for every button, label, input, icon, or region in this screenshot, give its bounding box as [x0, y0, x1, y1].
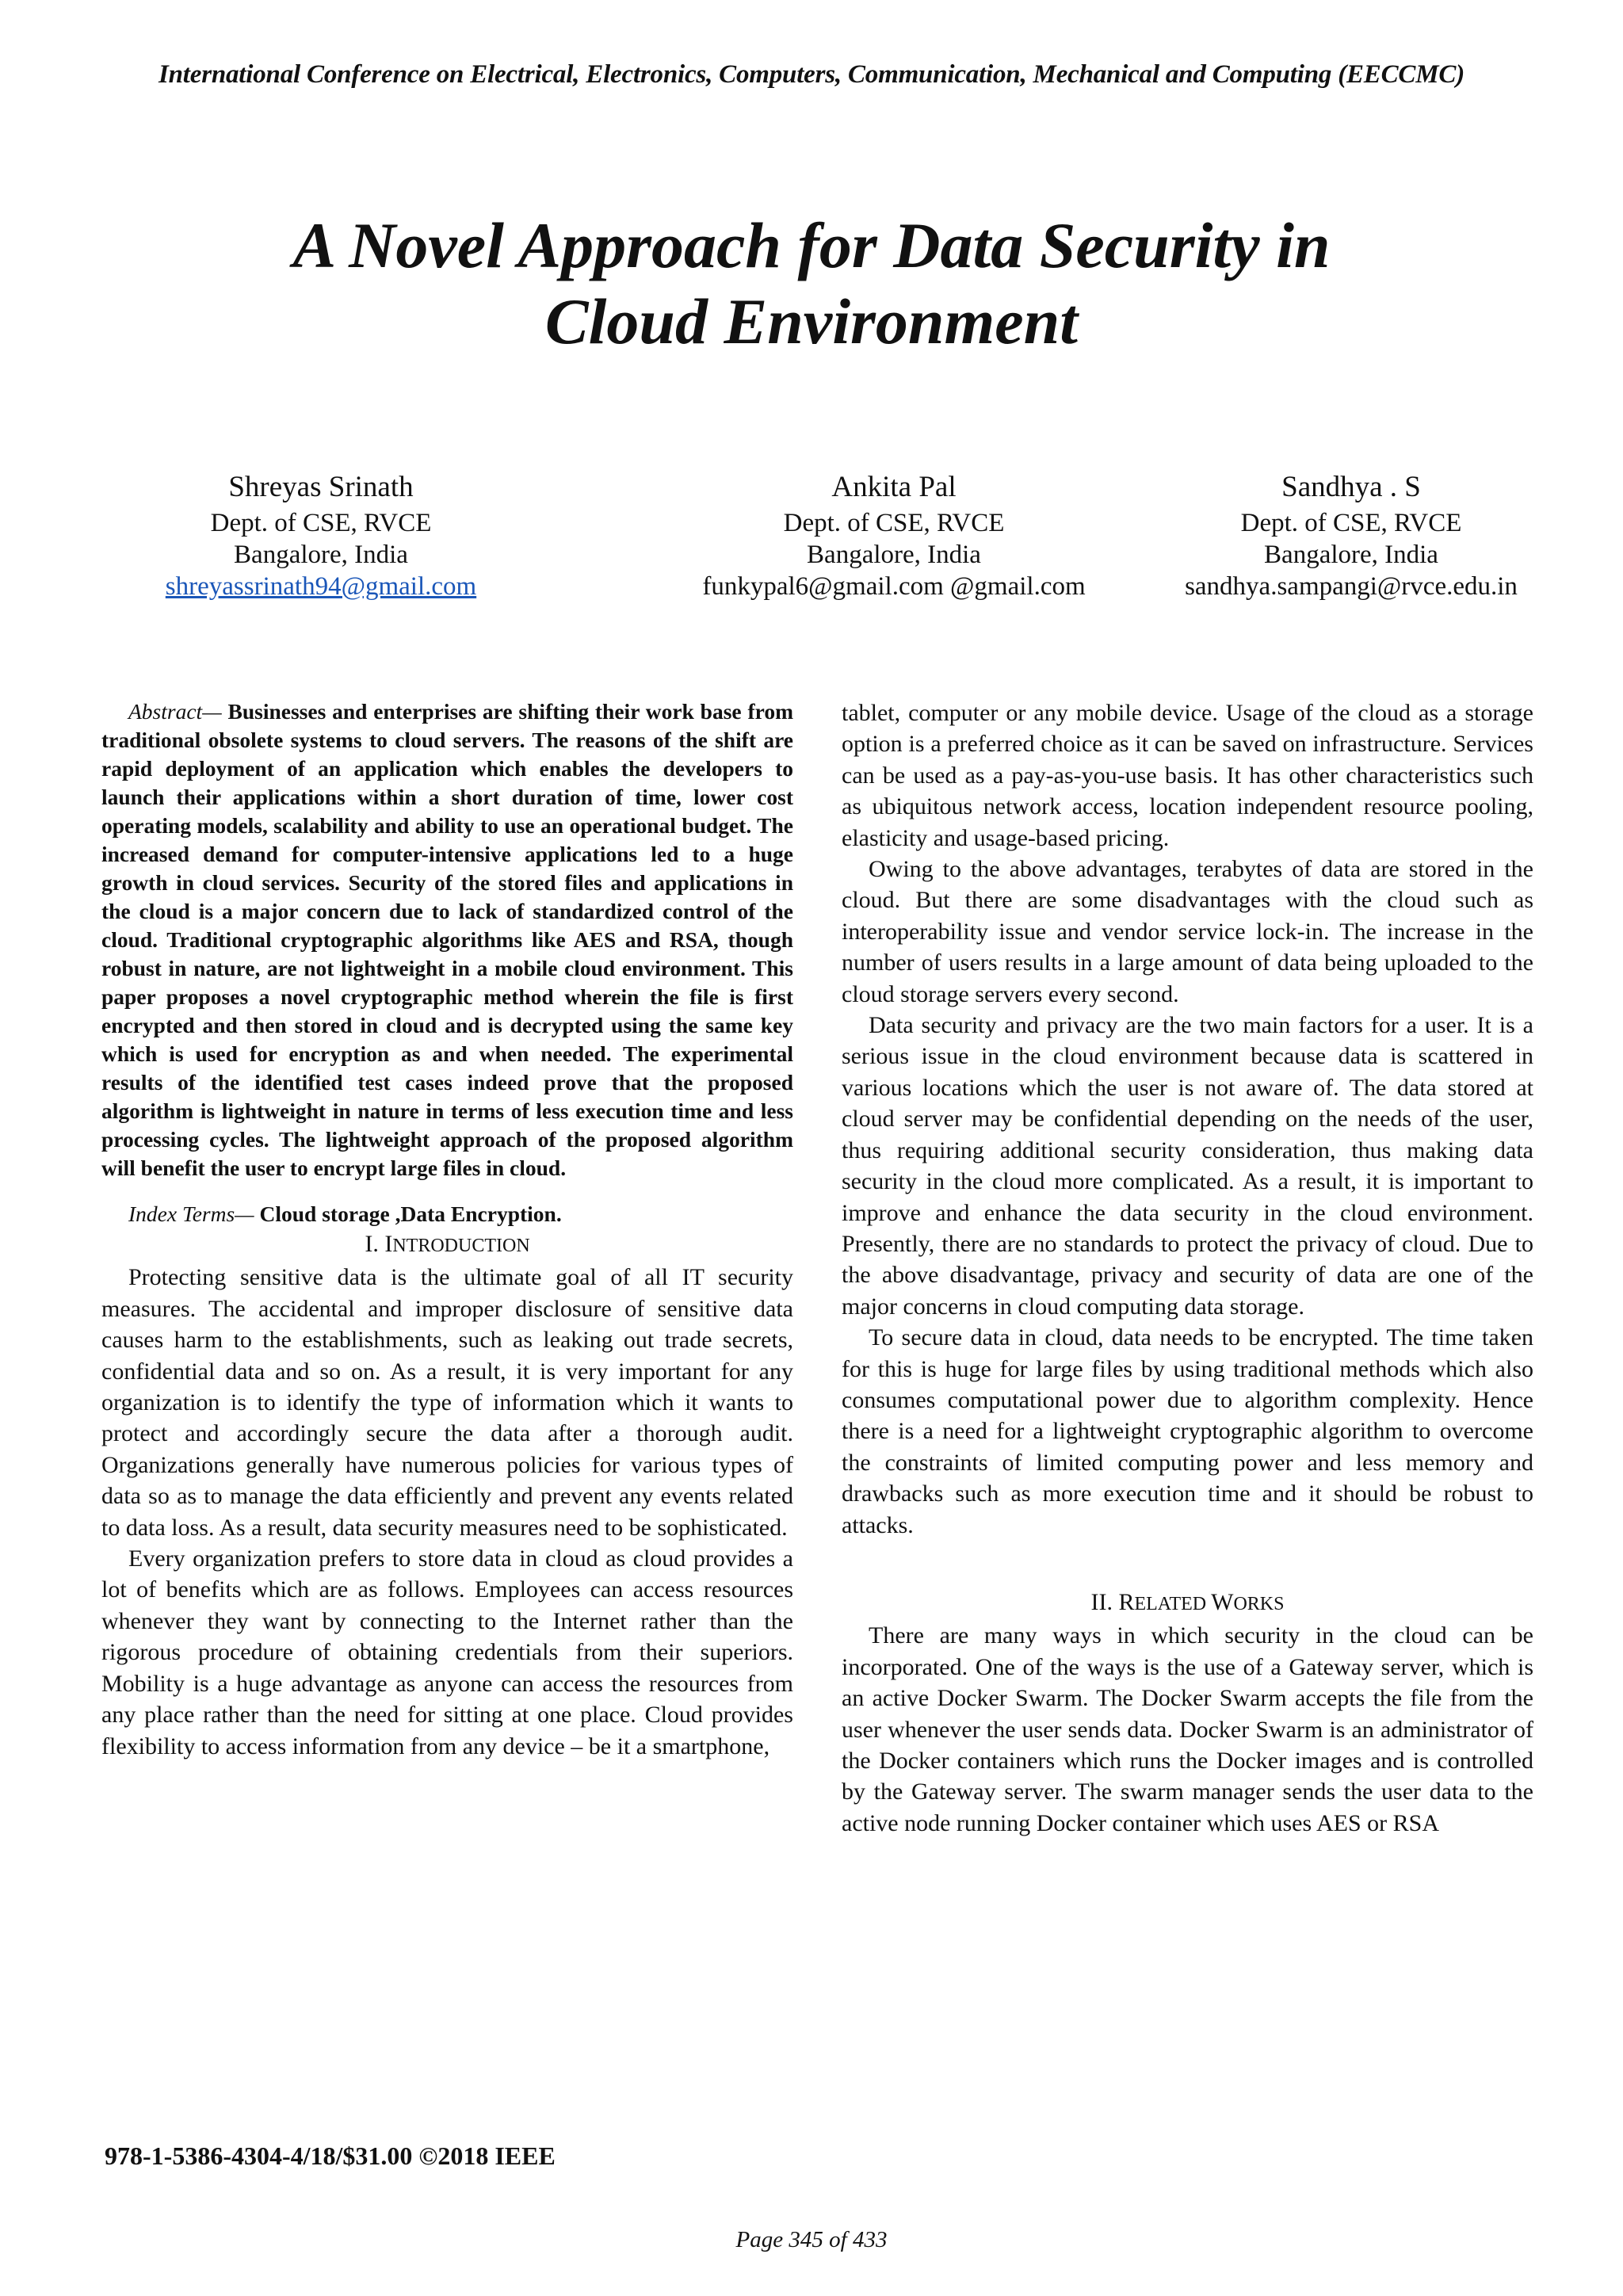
body-paragraph: tablet, computer or any mobile device. Usage of the cloud as a storage option is a preferred choice as it can be saved on infrastructure. Services can be used as a pay-as-you-use basis. It has other characteristics such as ubiquitous network access, location independent resource pooling, elasticity and usage-based pricing.	[842, 700, 1533, 851]
index-terms-text: Cloud storage ,Data Encryption.	[254, 1201, 562, 1226]
author-location: Bangalore, India	[807, 541, 981, 569]
page-number: Page 345 of 433	[735, 2227, 888, 2252]
author-email: sandhya.sampangi@rvce.edu.in	[1185, 572, 1518, 601]
body-paragraph: Protecting sensitive data is the ultimate goal of all IT security measures. The accidental and improper disclosure of sensitive data causes harm to the establishments, such as leaking out trade secrets, confidential data and so on. As a result, it is very important for any organization is to identify the type of information which it wants to protect and accordingly secure the data after a thorough audit. Organizations generally have numerous policies for various types of data so as to manage the data efficiently and prevent any events related to data loss. As a result, data security measures need to be sophisticated.	[101, 1264, 793, 1541]
body-paragraph: Every organization prefers to store data in cloud as cloud provides a lot of benefits which are as follows. Employees can access resources whenever they want by connecting to the Internet rather than the rigorous procedure of obtaining credentials from their superiors. Mobility is a huge advantage as anyone can access the resources from any place rather than the need for sitting at one place. Cloud provides flexibility to access information from any device – be it a smartphone,	[101, 1545, 793, 1759]
conference-header: International Conference on Electrical, Electronics, Computers, Communication, Mechanical and Computing (EECCMC)	[158, 60, 1465, 89]
section-heading-related-works: II. RELATED WORKS	[1090, 1588, 1285, 1615]
author-location: Bangalore, India	[1264, 541, 1438, 569]
left-column	[101, 697, 793, 1762]
body-paragraph: Data security and privacy are the two main factors for a user. It is a serious issue in the cloud environment because data is scattered in various locations which the user is not aware of. The data stored at cloud server may be confidential depending on the needs of the user, thus requiring additional security consideration, thus making data security in the cloud more complicated. As a result, it is important to improve and enhance the data security in the cloud environment. Presently, there are no standards to protect the privacy of cloud. Due to the above disadvantage, privacy and security of data are one of the major concerns in cloud computing data storage.	[842, 1012, 1533, 1320]
author-block-3	[1074, 468, 1623, 602]
paper-title	[0, 208, 1623, 360]
title-line-2: Cloud Environment	[544, 285, 1079, 357]
index-terms	[101, 1200, 793, 1228]
author-dept: Dept. of CSE, RVCE	[210, 509, 432, 537]
right-column	[842, 697, 1533, 1839]
author-email-link[interactable]: shreyassrinath94@gmail.com	[165, 572, 477, 601]
author-email: funkypal6@gmail.com @gmail.com	[702, 572, 1086, 601]
body-paragraph: There are many ways in which security in the cloud can be incorporated. One of the ways is the use of a Gateway server, which is an active Docker Swarm. The Docker Swarm accepts the file from the user whenever the user sends data. Docker Swarm is an administrator of the Docker containers which runs the Docker images and is controlled by the Gateway server. The swarm manager sends the user data to the active node running Docker container which uses AES or RSA	[842, 1622, 1533, 1836]
author-name: Ankita Pal	[831, 471, 957, 503]
author-dept: Dept. of CSE, RVCE	[783, 509, 1005, 537]
author-name: Shreyas Srinath	[228, 471, 414, 503]
author-location: Bangalore, India	[234, 541, 408, 569]
title-line-1: A Novel Approach for Data Security in	[292, 209, 1331, 281]
abstract-text: Businesses and enterprises are shifting their work base from traditional obsolete systems to cloud servers. The reasons of the shift are rapid deployment of an application which enables the developers to launch their applications within a short duration of time, lower cost operating models, scalability and ability to use an operational budget. The increased demand for computer-intensive applications led to a huge growth in cloud services. Security of the stored files and applications in the cloud is a major concern due to lack of standardized control of the cloud. Traditional cryptographic algorithms like AES and RSA, though robust in nature, are not lightweight in a mobile cloud environment. This paper proposes a novel cryptographic method wherein the file is first encrypted and then stored in cloud and is decrypted using the same key which is used for encryption as and when needed. The experimental results of the identified test cases indeed prove that the proposed algorithm is lightweight in nature in terms of less execution time and less processing cycles. The lightweight approach of the proposed algorithm will benefit the user to encrypt large files in cloud.	[101, 699, 793, 1180]
isbn-footer: 978-1-5386-4304-4/18/$31.00 ©2018 IEEE	[105, 2141, 556, 2170]
abstract-label: Abstract—	[128, 699, 222, 724]
author-name: Sandhya . S	[1281, 471, 1421, 503]
index-terms-label: Index Terms—	[128, 1201, 254, 1226]
author-dept: Dept. of CSE, RVCE	[1240, 509, 1462, 537]
section-heading-introduction: I. INTRODUCTION	[365, 1231, 530, 1257]
body-paragraph: To secure data in cloud, data needs to be encrypted. The time taken for this is huge for large files by using traditional methods which also consumes computational power due to algorithm complexity. Hence there is a need for a lightweight cryptographic algorithm to overcome the constraints of limited computing power and less memory and drawbacks such as more execution time and it should be robust to attacks.	[842, 1324, 1533, 1538]
abstract	[101, 697, 793, 1182]
body-paragraph: Owing to the above advantages, terabytes of data are stored in the cloud. But there are some disadvantages with the cloud such as interoperability issue and vendor service lock-in. The increase in the number of users results in a large amount of data being uploaded to the cloud storage servers every second.	[842, 856, 1533, 1007]
author-block-1	[44, 468, 598, 602]
